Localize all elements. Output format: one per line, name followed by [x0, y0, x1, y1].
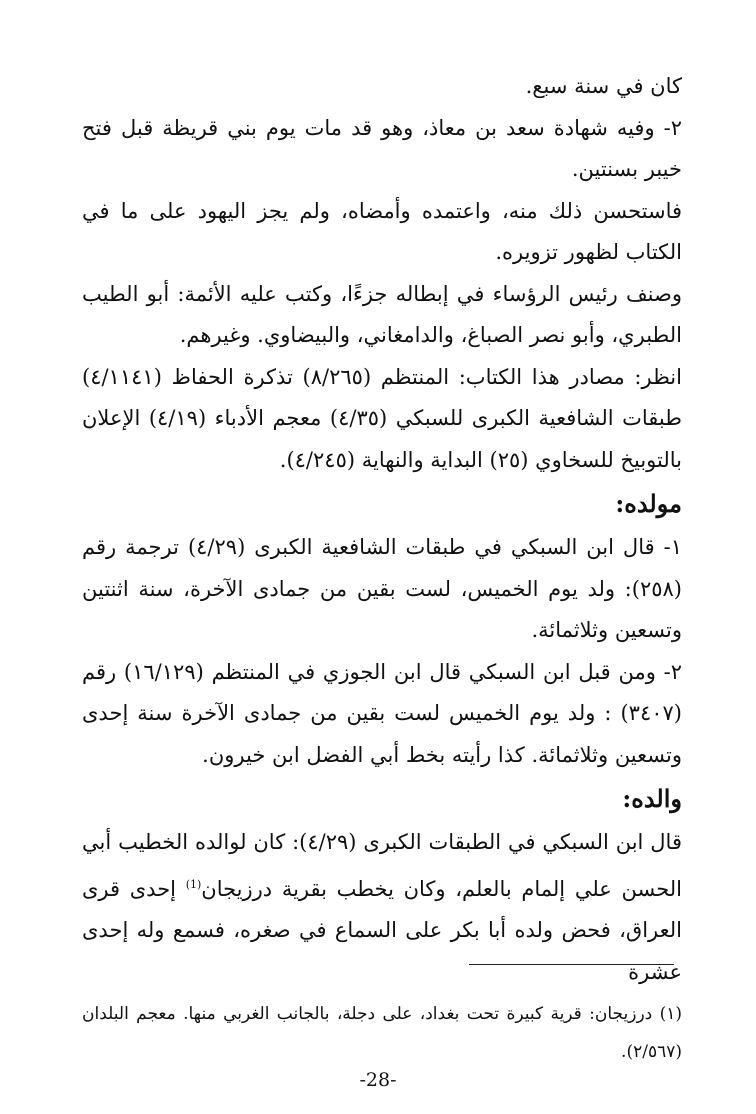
- paragraph-approval: فاستحسن ذلك منه، واعتمده وأمضاه، ولم يجز اليهود على ما في الكتاب لظهور تزويره.: [82, 198, 682, 264]
- paragraph-refutation: وصنف رئيس الرؤساء في إبطاله جزءًا، وكتب عليه الأئمة: أبو الطيب الطبري، وأبو نصر الصباغ، والدامغاني، والبيضاوي. وغيرهم.: [82, 281, 682, 347]
- paragraph-birth-subki: ١- قال ابن السبكي في طبقات الشافعية الكبرى (٤/٢٩) ترجمة رقم (٢٥٨): ولد يوم الخميس، لست بقين من جمادى الآخرة، سنة اثنتين وتسعين وثلاثمائة.: [82, 535, 682, 642]
- paragraph-sources: انظر: مصادر هذا الكتاب: المنتظم (٨/٢٦٥) تذكرة الحفاظ (٤/١١٤١) طبقات الشافعية الكبرى للسبكي (٤/٣٥) معجم الأدباء (٤/١٩) الإعلان بالتوبيخ للسخاوي (٢٥) البداية والنهاية (٤/٢٤٥).: [82, 364, 682, 472]
- heading-father: والده:: [622, 784, 682, 813]
- paragraph-birth-jawzi: ٢- ومن قبل ابن السبكي قال ابن الجوزي في المنتظم (١٦/١٢٩) رقم (٣٤٠٧) : ولد يوم الخميس لست بقين من جمادى الآخرة سنة إحدى وتسعين وثلاثمائة. كذا رأيته بخط أبي الفضل ابن خيرون.: [82, 659, 682, 767]
- page-number: -28-: [359, 1069, 397, 1091]
- footnote-marker: (1): [185, 877, 202, 891]
- father-text-part1: قال ابن السبكي في الطبقات الكبرى (٤/٢٩): كان لوالده الخطيب أبي الحسن علي إلمام بالعلم، وكان يخطب بقرية درزيجان: [82, 830, 682, 901]
- father-text-part2: إحدى قرى العراق، فحض ولده أبا بكر على السماع في صغره، فسمع وله إحدى عشرة: [82, 876, 682, 984]
- main-text: [82, 66, 682, 993]
- heading-birth: مولده:: [615, 489, 682, 518]
- footnote: (١) درزيجان: قرية كبيرة تحت بغداد، على دجلة، بالجانب الغربي منها. معجم البلدان (٢/٥٦٧).: [82, 1004, 682, 1062]
- paragraph-father: [82, 822, 682, 993]
- paragraph-saad-testimony: ٢- وفيه شهادة سعد بن معاذ، وهو قد مات يوم بني قريظة قبل فتح خيبر بسنتين.: [82, 115, 682, 181]
- paragraph-year: كان في سنة سبع.: [525, 74, 682, 98]
- footnote-divider: [469, 964, 674, 965]
